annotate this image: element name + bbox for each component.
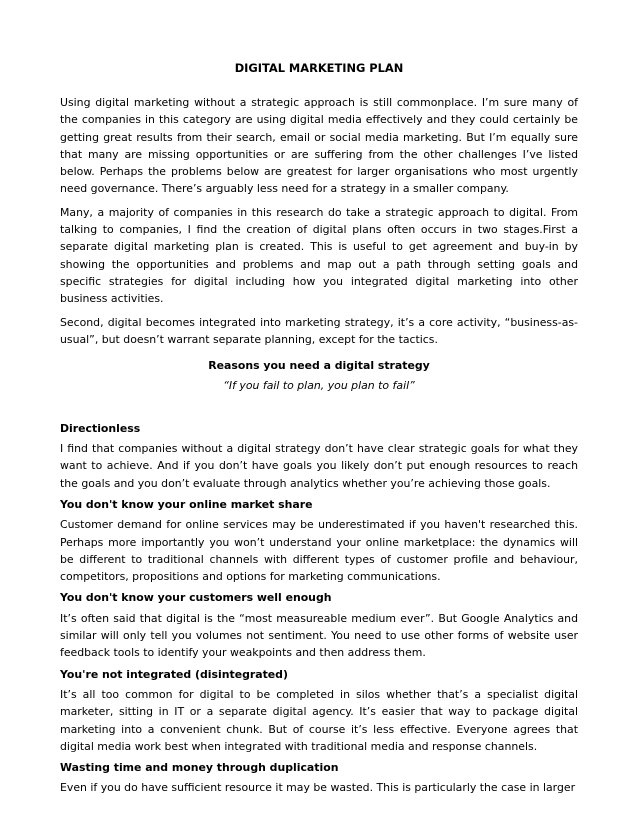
intro-paragraph-1: Using digital marketing without a strategic approach is still commonplace. I’m sure many of the companies in this category are using digital media effectively and they could certainly be getting great results from their search, email or social media marketing. But I’m equally sure that many are missing opportunities or are suffering from the other challenges I’ve listed below. Perhaps the problems below are greatest for larger organisations who most urgently need governance. There’s arguably less need for a strategy in a smaller company. — [60, 96, 578, 196]
section-text-directionless: I find that companies without a digital strategy don’t have clear strategic goals for what they want to achieve. And if you don’t have goals you likely don’t put enough resources to reach the goals and you don’t evaluate through analytics whether you’re achieving those goals. — [60, 442, 578, 490]
document-body — [60, 94, 578, 797]
section-heading-integration: You're not integrated (disintegrated) — [60, 667, 288, 681]
intro-paragraph-2: Many, a majority of companies in this research do take a strategic approach to digital. From talking to companies, I find the creation of digital plans often occurs in two stages.First a separate digital marketing plan is created. This is useful to get agreement and buy-in by showing the opportunities and problems and map out a path through setting goals and specific strategies for digital including how you integrated digital marketing into other business activities. — [60, 205, 578, 306]
section-text-duplication: Even if you do have sufficient resource it may be wasted. This is particularly the case in larger — [60, 781, 576, 795]
section-heading-directionless: Directionless — [60, 421, 141, 435]
intro-paragraph-3: Second, digital becomes integrated into marketing strategy, it’s a core activity, “business-as-usual”, but doesn’t warrant separate planning, except for the tactics. — [60, 315, 578, 346]
section-heading-duplication: Wasting time and money through duplication — [60, 761, 339, 775]
reasons-quote: “If you fail to plan, you plan to fail” — [223, 379, 415, 393]
section-text-market-share: Customer demand for online services may be underestimated if you haven't researched this. Perhaps more importantly you won’t understand your online marketplace: the dynamics will be different to traditional channels with different types of customer profile and behaviour, competitors, propositions and options for marketing communications. — [60, 518, 578, 584]
section-text-integration: It’s all too common for digital to be completed in silos whether that’s a specialist digital marketer, sitting in IT or a separate digital agency. It’s easier that way to package digital marketing into a convenient chunk. But of course it’s less effective. Everyone agrees that digital media work best when integrated with traditional media and response channels. — [60, 687, 578, 753]
document-title: DIGITAL MARKETING PLAN — [234, 61, 404, 75]
section-text-customers: It’s often said that digital is the “most measureable medium ever”. But Google Analytics and similar will only tell you volumes not sentiment. You need to use other forms of website user feedback tools to identify your weakpoints and then address them. — [60, 611, 578, 660]
section-heading-customers: You don't know your customers well enough — [60, 591, 332, 605]
reasons-heading: Reasons you need a digital strategy — [208, 359, 430, 373]
section-heading-market-share: You don't know your online market share — [60, 497, 313, 511]
